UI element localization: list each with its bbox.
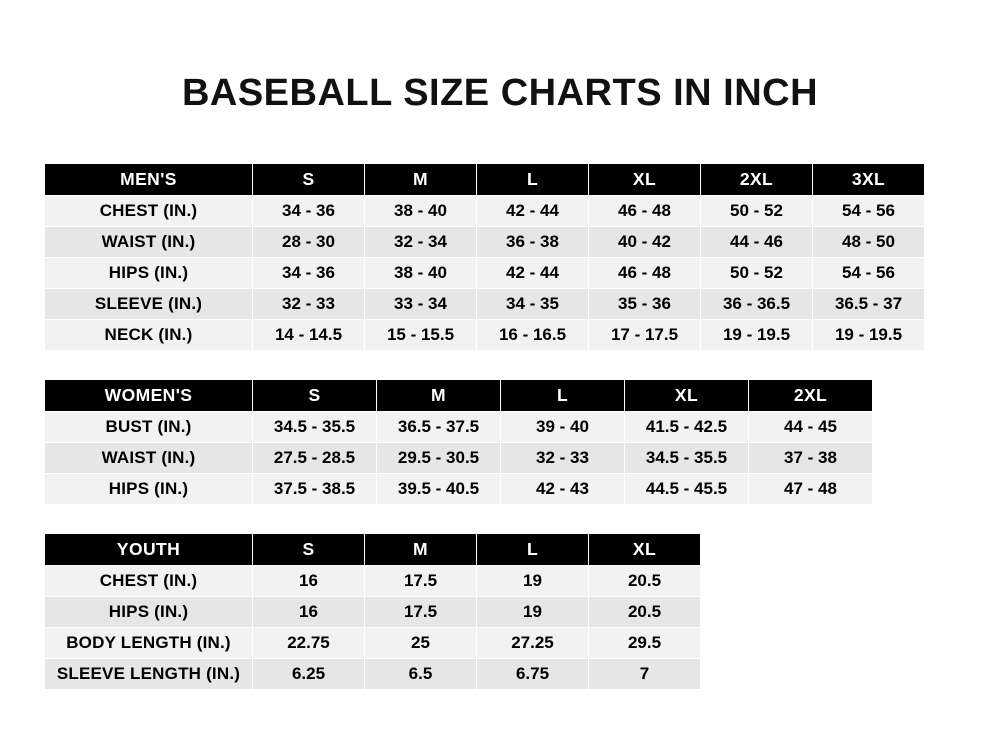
mens-neck-2xl: 19 - 19.5	[701, 320, 813, 351]
mens-row-label-hips: HIPS (IN.)	[45, 258, 253, 289]
womens-hips-s: 37.5 - 38.5	[253, 474, 377, 505]
youth-chest-m: 17.5	[365, 566, 477, 597]
youth-chest-l: 19	[477, 566, 589, 597]
womens-waist-2xl: 37 - 38	[749, 443, 873, 474]
mens-hips-m: 38 - 40	[365, 258, 477, 289]
table-row	[45, 659, 701, 690]
mens-header-2xl: 2XL	[701, 164, 813, 196]
mens-table-header	[45, 164, 925, 196]
mens-chest-3xl: 54 - 56	[813, 196, 925, 227]
womens-hips-2xl: 47 - 48	[749, 474, 873, 505]
mens-hips-s: 34 - 36	[253, 258, 365, 289]
table-header-row	[45, 380, 873, 412]
youth-header-s: S	[253, 534, 365, 566]
womens-waist-m: 29.5 - 30.5	[377, 443, 501, 474]
youth-row-label-sleeve-length: SLEEVE LENGTH (IN.)	[45, 659, 253, 690]
mens-size-table	[44, 163, 925, 351]
youth-row-label-body-length: BODY LENGTH (IN.)	[45, 628, 253, 659]
mens-neck-xl: 17 - 17.5	[589, 320, 701, 351]
womens-size-table	[44, 379, 873, 505]
mens-row-label-chest: CHEST (IN.)	[45, 196, 253, 227]
mens-waist-l: 36 - 38	[477, 227, 589, 258]
womens-header-s: S	[253, 380, 377, 412]
mens-waist-s: 28 - 30	[253, 227, 365, 258]
womens-table-header	[45, 380, 873, 412]
youth-sleeve-length-xl: 7	[589, 659, 701, 690]
youth-row-label-hips: HIPS (IN.)	[45, 597, 253, 628]
mens-chest-l: 42 - 44	[477, 196, 589, 227]
womens-waist-s: 27.5 - 28.5	[253, 443, 377, 474]
mens-sleeve-l: 34 - 35	[477, 289, 589, 320]
table-row	[45, 566, 701, 597]
youth-table-header	[45, 534, 701, 566]
womens-header-m: M	[377, 380, 501, 412]
womens-header-2xl: 2XL	[749, 380, 873, 412]
womens-table-body	[45, 412, 873, 505]
youth-header-l: L	[477, 534, 589, 566]
table-row	[45, 597, 701, 628]
mens-neck-s: 14 - 14.5	[253, 320, 365, 351]
mens-sleeve-m: 33 - 34	[365, 289, 477, 320]
youth-chest-xl: 20.5	[589, 566, 701, 597]
page-title: BASEBALL SIZE CHARTS IN INCH	[181, 72, 819, 114]
mens-row-label-sleeve: SLEEVE (IN.)	[45, 289, 253, 320]
mens-row-label-neck: NECK (IN.)	[45, 320, 253, 351]
mens-waist-3xl: 48 - 50	[813, 227, 925, 258]
mens-waist-xl: 40 - 42	[589, 227, 701, 258]
mens-sleeve-2xl: 36 - 36.5	[701, 289, 813, 320]
table-row	[45, 196, 925, 227]
mens-chest-xl: 46 - 48	[589, 196, 701, 227]
womens-bust-2xl: 44 - 45	[749, 412, 873, 443]
youth-body-length-xl: 29.5	[589, 628, 701, 659]
mens-header-category: MEN'S	[45, 164, 253, 196]
mens-sleeve-s: 32 - 33	[253, 289, 365, 320]
youth-size-table	[44, 533, 701, 690]
youth-body-length-m: 25	[365, 628, 477, 659]
table-row	[45, 412, 873, 443]
youth-sleeve-length-l: 6.75	[477, 659, 589, 690]
table-header-row	[45, 164, 925, 196]
youth-sleeve-length-s: 6.25	[253, 659, 365, 690]
womens-bust-l: 39 - 40	[501, 412, 625, 443]
youth-hips-m: 17.5	[365, 597, 477, 628]
youth-chest-s: 16	[253, 566, 365, 597]
mens-header-s: S	[253, 164, 365, 196]
table-row	[45, 320, 925, 351]
mens-neck-3xl: 19 - 19.5	[813, 320, 925, 351]
mens-waist-m: 32 - 34	[365, 227, 477, 258]
youth-table-body	[45, 566, 701, 690]
youth-body-length-l: 27.25	[477, 628, 589, 659]
womens-waist-xl: 34.5 - 35.5	[625, 443, 749, 474]
mens-row-label-waist: WAIST (IN.)	[45, 227, 253, 258]
table-row	[45, 443, 873, 474]
mens-hips-xl: 46 - 48	[589, 258, 701, 289]
mens-sleeve-3xl: 36.5 - 37	[813, 289, 925, 320]
mens-hips-3xl: 54 - 56	[813, 258, 925, 289]
mens-header-m: M	[365, 164, 477, 196]
mens-waist-2xl: 44 - 46	[701, 227, 813, 258]
mens-sleeve-xl: 35 - 36	[589, 289, 701, 320]
womens-header-xl: XL	[625, 380, 749, 412]
youth-hips-xl: 20.5	[589, 597, 701, 628]
mens-header-3xl: 3XL	[813, 164, 925, 196]
youth-header-m: M	[365, 534, 477, 566]
youth-hips-l: 19	[477, 597, 589, 628]
womens-bust-s: 34.5 - 35.5	[253, 412, 377, 443]
table-row	[45, 628, 701, 659]
womens-hips-m: 39.5 - 40.5	[377, 474, 501, 505]
mens-chest-2xl: 50 - 52	[701, 196, 813, 227]
size-tables-container	[0, 163, 1000, 690]
womens-row-label-hips: HIPS (IN.)	[45, 474, 253, 505]
mens-table-body	[45, 196, 925, 351]
table-row	[45, 289, 925, 320]
mens-chest-s: 34 - 36	[253, 196, 365, 227]
youth-row-label-chest: CHEST (IN.)	[45, 566, 253, 597]
mens-chest-m: 38 - 40	[365, 196, 477, 227]
womens-header-category: WOMEN'S	[45, 380, 253, 412]
mens-hips-2xl: 50 - 52	[701, 258, 813, 289]
youth-hips-s: 16	[253, 597, 365, 628]
mens-neck-m: 15 - 15.5	[365, 320, 477, 351]
youth-body-length-s: 22.75	[253, 628, 365, 659]
table-row	[45, 474, 873, 505]
womens-hips-l: 42 - 43	[501, 474, 625, 505]
womens-bust-m: 36.5 - 37.5	[377, 412, 501, 443]
youth-header-xl: XL	[589, 534, 701, 566]
womens-waist-l: 32 - 33	[501, 443, 625, 474]
womens-row-label-waist: WAIST (IN.)	[45, 443, 253, 474]
womens-row-label-bust: BUST (IN.)	[45, 412, 253, 443]
table-row	[45, 258, 925, 289]
mens-hips-l: 42 - 44	[477, 258, 589, 289]
womens-bust-xl: 41.5 - 42.5	[625, 412, 749, 443]
mens-header-l: L	[477, 164, 589, 196]
womens-header-l: L	[501, 380, 625, 412]
womens-hips-xl: 44.5 - 45.5	[625, 474, 749, 505]
mens-neck-l: 16 - 16.5	[477, 320, 589, 351]
table-header-row	[45, 534, 701, 566]
mens-header-xl: XL	[589, 164, 701, 196]
youth-header-category: YOUTH	[45, 534, 253, 566]
table-row	[45, 227, 925, 258]
youth-sleeve-length-m: 6.5	[365, 659, 477, 690]
